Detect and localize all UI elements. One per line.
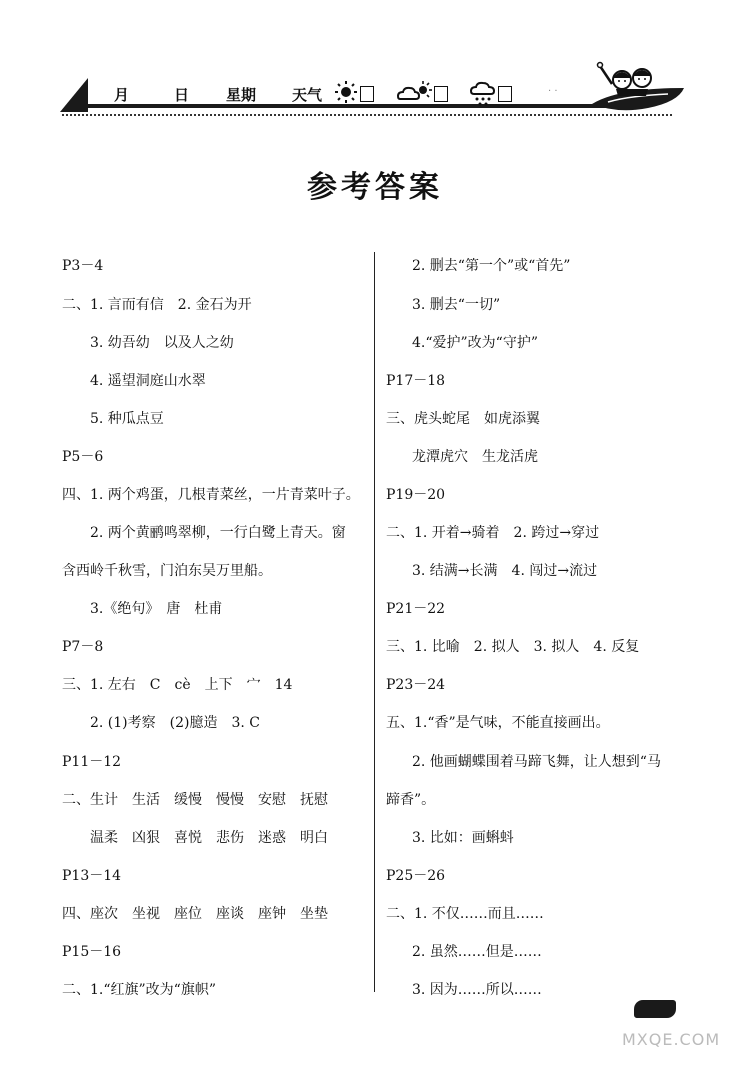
decorative-dots: · · [548, 86, 558, 97]
month-label: 月 [114, 86, 130, 104]
answer-line: 五、1.“香”是气味，不能直接画出。 [386, 715, 610, 731]
answer-line: 四、1. 两个鸡蛋，几根青菜丝，一片青菜叶子。 [62, 487, 360, 503]
answer-line: 3.《绝句》 唐 杜甫 [90, 601, 223, 617]
rain-cloud-icon [470, 80, 496, 106]
answer-line: 二、生计 生活 缓慢 慢慢 安慰 抚慰 [62, 792, 328, 808]
column-divider [374, 252, 375, 992]
weather-label: 天气 [292, 86, 323, 104]
answer-line: 2. 两个黄鹂鸣翠柳，一行白鹭上青天。窗 [90, 525, 346, 541]
answer-line: 含西岭千秋雪，门泊东吴万里船。 [62, 563, 272, 579]
page-number-badge [634, 1000, 676, 1018]
section-heading: P3－4 [62, 258, 104, 274]
answer-line: 2. (1)考察 (2)臆造 3. C [90, 715, 260, 731]
answer-line: 蹄香”。 [386, 792, 436, 808]
section-heading: P7－8 [62, 639, 104, 655]
cloud-sun-icon [396, 80, 432, 104]
answer-line: 3. 比如：画蝌蚪 [412, 830, 514, 846]
answer-line: 三、1. 左右 C cè 上下 宀 14 [62, 677, 293, 693]
sun-icon [334, 80, 358, 104]
answer-line: 3. 结满→长满 4. 闯过→流过 [412, 563, 598, 579]
answer-line: 3. 删去“一切” [412, 297, 501, 313]
mascot-illustration [588, 58, 688, 118]
rainy-checkbox[interactable] [498, 86, 512, 102]
section-heading: P21－22 [386, 601, 446, 617]
answer-line: 4. 遥望洞庭山水翠 [90, 373, 206, 389]
section-heading: P5－6 [62, 449, 104, 465]
header-tab [60, 78, 88, 112]
day-label: 日 [174, 86, 190, 104]
answer-line: 四、座次 坐视 座位 座谈 座钟 坐垫 [62, 906, 328, 922]
weekday-label: 星期 [226, 86, 257, 104]
section-heading: P23－24 [386, 677, 446, 693]
answer-line: 龙潭虎穴 生龙活虎 [412, 449, 538, 465]
answer-line: 二、1. 不仅……而且…… [386, 906, 544, 922]
answer-line: 2. 删去“第一个”或“首先” [412, 258, 571, 274]
site-watermark: MXQE.COM [622, 1030, 721, 1049]
answer-line: 三、1. 比喻 2. 拟人 3. 拟人 4. 反复 [386, 639, 640, 655]
section-heading: P17－18 [386, 373, 446, 389]
sunny-checkbox[interactable] [360, 86, 374, 102]
section-heading: P11－12 [62, 754, 122, 770]
answer-line: 温柔 凶狠 喜悦 悲伤 迷惑 明白 [90, 830, 328, 846]
answer-line: 5. 种瓜点豆 [90, 411, 164, 427]
page-title: 参考答案 [307, 170, 443, 205]
section-heading: P25－26 [386, 868, 446, 884]
section-heading: P15－16 [62, 944, 122, 960]
diary-header [60, 78, 620, 112]
section-heading: P19－20 [386, 487, 446, 503]
answer-line: 3. 因为……所以…… [412, 982, 542, 998]
header-bar [86, 104, 646, 108]
answer-line: 2. 他画蝴蝶围着马蹄飞舞，让人想到“马 [412, 754, 661, 770]
answer-line: 三、虎头蛇尾 如虎添翼 [386, 411, 540, 427]
answer-line: 2. 虽然……但是…… [412, 944, 542, 960]
answer-line: 二、1. 言而有信 2. 金石为开 [62, 297, 252, 313]
header-dotted-rule [62, 114, 672, 116]
cloudy-checkbox[interactable] [434, 86, 448, 102]
answer-line: 3. 幼吾幼 以及人之幼 [90, 335, 234, 351]
answer-line: 二、1.“红旗”改为“旗帜” [62, 982, 216, 998]
answer-line: 二、1. 开着→骑着 2. 跨过→穿过 [386, 525, 600, 541]
section-heading: P13－14 [62, 868, 122, 884]
answer-line: 4.“爱护”改为“守护” [412, 335, 538, 351]
